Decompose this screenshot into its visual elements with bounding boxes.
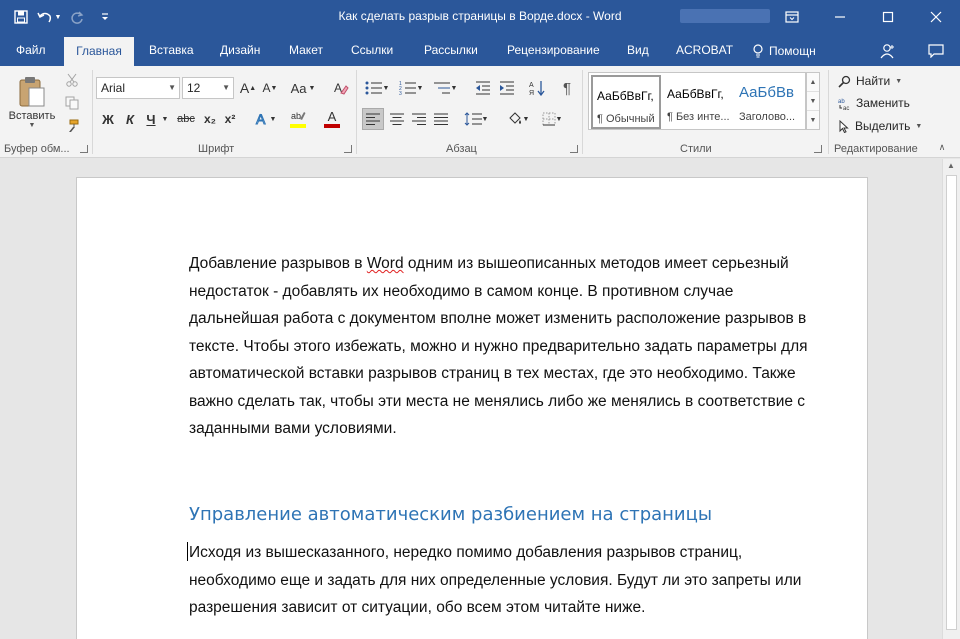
tell-me-label: Помощн [769, 44, 816, 58]
style-sample: АаБбВв [739, 84, 794, 101]
vertical-scrollbar[interactable] [942, 159, 960, 639]
minimize-button[interactable] [816, 0, 864, 34]
align-right-icon [412, 113, 426, 125]
svg-text:ab: ab [838, 98, 845, 105]
find-label: Найти [856, 74, 891, 88]
clipboard-group-label: Буфер обм... [4, 143, 70, 155]
font-color-button[interactable] [316, 108, 348, 130]
gallery-scroll-down-button[interactable]: ▼ [807, 92, 819, 111]
comments-button[interactable] [928, 40, 944, 62]
ribbon-display-icon [785, 11, 799, 23]
svg-text:Я: Я [529, 90, 535, 96]
style-name: Заголово... [739, 111, 796, 123]
style-sample: АаБбВвГг, [667, 87, 724, 101]
justify-button[interactable] [430, 108, 452, 130]
tab-view[interactable]: Вид [627, 43, 649, 57]
tab-insert[interactable]: Вставка [149, 43, 194, 57]
undo-dropdown-icon[interactable]: ▼ [54, 13, 62, 21]
tab-layout[interactable]: Макет [289, 43, 323, 57]
font-name-dropdown-icon[interactable]: ▼ [168, 83, 176, 92]
find-dropdown-icon[interactable]: ▼ [895, 77, 903, 85]
font-group-label: Шрифт [198, 143, 235, 155]
share-button[interactable] [880, 40, 896, 62]
svg-text:ab: ab [291, 111, 302, 121]
maximize-button[interactable] [864, 0, 912, 34]
font-dialog-launcher[interactable] [344, 145, 352, 153]
replace-icon [838, 97, 851, 110]
decrease-indent-icon [475, 81, 491, 95]
window-controls [768, 0, 960, 34]
style-normal[interactable] [591, 75, 661, 129]
scroll-up-arrow-icon[interactable]: ▲ [947, 161, 955, 170]
text-cursor [187, 542, 188, 561]
justify-icon [434, 113, 448, 125]
find-button[interactable] [838, 71, 902, 91]
svg-text:A: A [529, 82, 534, 89]
text-effects-button[interactable]: A ▼ [255, 111, 277, 127]
paste-dropdown-icon[interactable]: ▼ [28, 121, 36, 129]
styles-gallery-scroll [806, 72, 820, 130]
scrollbar-thumb[interactable] [946, 175, 957, 630]
tab-file[interactable]: Файл [16, 43, 46, 57]
clear-formatting-button[interactable] [330, 77, 352, 99]
tab-references[interactable]: Ссылки [351, 43, 394, 57]
borders-button[interactable]: ▼ [536, 108, 568, 130]
paste-button[interactable] [8, 72, 56, 132]
show-formatting-marks-button[interactable] [556, 77, 578, 99]
grow-font-button[interactable]: A ▲ [239, 80, 257, 96]
scissors-icon [65, 73, 79, 87]
bullets-icon [365, 80, 383, 96]
format-painter-icon [65, 119, 79, 133]
multilevel-list-button[interactable]: ▼ [430, 77, 460, 99]
clipboard-dialog-launcher[interactable] [80, 145, 88, 153]
text-run: Добавление разрывов в [189, 255, 367, 272]
grow-font-icon: A [239, 80, 250, 96]
borders-icon [542, 112, 556, 126]
svg-text:2: 2 [398, 86, 402, 92]
styles-gallery [588, 72, 806, 130]
paste-label: Вставить [8, 109, 56, 122]
font-size-combo[interactable] [182, 77, 234, 99]
group-separator [582, 70, 583, 154]
svg-text:3: 3 [398, 91, 402, 96]
font-size-dropdown-icon[interactable]: ▼ [222, 83, 230, 92]
ribbon-tabs [0, 34, 960, 66]
editing-group-label: Редактирование [834, 143, 918, 155]
underline-button[interactable]: Ч [146, 111, 156, 127]
document-page[interactable] [76, 177, 868, 639]
clear-formatting-icon [333, 80, 349, 96]
font-color-swatch [324, 124, 340, 128]
svg-text:1: 1 [398, 81, 402, 87]
tab-acrobat[interactable]: ACROBAT [676, 43, 734, 57]
group-separator [356, 70, 357, 154]
paragraph-group-label: Абзац [446, 143, 477, 155]
replace-button[interactable] [838, 93, 910, 113]
shrink-font-icon: A [262, 81, 271, 95]
tab-review[interactable]: Рецензирование [507, 43, 600, 57]
align-left-icon [366, 113, 380, 125]
text-run: одним из вышеописанных методов имеет серьезный недостаток - добавлять их необходимо в самом конце. В противном случае дальнейшая работа с документом вполне может изменить расположение разрывов в тексте. Чтобы этого избежать, можно и нужно предварительно задать параметры для автоматической вставки разрывов страниц в тех местах, где это необходимо. Также важно сделать так, чтобы эти места не менялись либо же менялись в соответствие с заданными вами условиями. [189, 255, 808, 437]
bold-button[interactable]: Ж [102, 111, 114, 127]
body-paragraph-1[interactable] [189, 250, 819, 443]
group-separator [828, 70, 829, 154]
shrink-font-button[interactable]: A ▼ [262, 81, 278, 95]
magnifier-icon [838, 75, 851, 88]
pilcrow-icon: ¶ [562, 79, 572, 97]
tab-design[interactable]: Дизайн [220, 43, 261, 57]
gallery-scroll-up-button[interactable]: ▲ [807, 73, 819, 92]
align-right-button[interactable] [408, 108, 430, 130]
change-case-button[interactable]: Aa ▼ [290, 80, 316, 96]
highlighter-icon [290, 110, 306, 124]
highlight-color-button[interactable] [282, 108, 314, 130]
font-name-value: Arial [101, 81, 126, 95]
styles-group-label: Стили [680, 143, 712, 155]
copy-icon [65, 96, 79, 110]
paint-bucket-icon [507, 112, 523, 126]
bullets-button[interactable]: ▼ [362, 77, 392, 99]
spelling-error-word[interactable]: Word [366, 255, 404, 272]
numbering-icon [399, 80, 417, 96]
heading-1[interactable]: Управление автоматическим разбиением на страницы [189, 504, 713, 525]
paragraph-dialog-launcher[interactable] [570, 145, 578, 153]
sort-button[interactable] [526, 77, 548, 99]
style-heading-1[interactable] [735, 75, 805, 129]
comment-icon [928, 44, 944, 58]
styles-dialog-launcher[interactable] [814, 145, 822, 153]
font-name-combo[interactable] [96, 77, 180, 99]
tab-mailings[interactable]: Рассылки [424, 43, 478, 57]
font-size-value: 12 [187, 81, 201, 95]
line-spacing-button[interactable]: ▼ [460, 108, 492, 130]
style-no-spacing[interactable] [663, 75, 733, 129]
style-sample: АаБбВвГг, [597, 89, 654, 103]
cursor-arrow-icon [838, 120, 850, 133]
close-button[interactable] [912, 0, 960, 34]
lightbulb-icon [752, 44, 764, 58]
cut-button[interactable] [62, 70, 82, 90]
multilevel-list-icon [433, 80, 451, 96]
maximize-icon [882, 11, 894, 23]
account-name-redacted [680, 9, 770, 23]
italic-button[interactable]: К [126, 111, 134, 127]
replace-label: Заменить [856, 96, 910, 110]
gallery-more-button[interactable]: ▼ [809, 117, 817, 124]
copy-button[interactable] [62, 93, 82, 113]
increase-indent-button[interactable] [496, 77, 518, 99]
clipboard-paste-icon [17, 76, 47, 108]
align-left-button[interactable] [362, 108, 384, 130]
select-dropdown-icon[interactable]: ▼ [915, 122, 923, 130]
minimize-icon [834, 11, 846, 23]
ribbon-display-options-button[interactable] [768, 0, 816, 34]
superscript-button[interactable]: x² [224, 112, 236, 126]
align-center-button[interactable] [386, 108, 408, 130]
numbering-button[interactable]: 1 2 3 ▼ [398, 81, 424, 96]
subscript-button[interactable]: x₂ [203, 112, 216, 126]
svg-text:ac: ac [843, 105, 850, 110]
style-name: ¶ Без инте... [667, 111, 730, 123]
body-paragraph-2[interactable]: Исходя из вышесказанного, нередко помимо добавления разрывов страниц, необходимо еще и задать для них определенные условия. Будут ли это запреты или разрешения зависит от ситуации, обо всем этом читайте ниже. [189, 544, 802, 616]
select-label: Выделить [855, 119, 911, 133]
underline-dropdown-icon[interactable]: ▼ [161, 115, 169, 123]
title-bar [0, 0, 960, 34]
format-painter-button[interactable] [62, 116, 82, 136]
tab-home[interactable]: Главная [64, 37, 134, 66]
shading-button[interactable]: ▼ [502, 108, 534, 130]
strikethrough-button[interactable]: abc [177, 113, 195, 125]
align-center-icon [390, 113, 404, 125]
svg-text:A: A [334, 81, 343, 95]
select-button[interactable] [838, 116, 922, 136]
svg-text:A: A [255, 111, 265, 127]
close-icon [930, 11, 942, 23]
highlight-color-swatch [290, 124, 306, 128]
collapse-ribbon-button[interactable] [934, 140, 950, 154]
increase-indent-icon [499, 81, 515, 95]
sort-icon [529, 80, 545, 96]
decrease-indent-button[interactable] [472, 77, 494, 99]
style-name: ¶ Обычный [597, 113, 655, 125]
text-effects-icon [254, 111, 270, 127]
font-color-icon: A [327, 109, 337, 124]
document-area [0, 159, 942, 639]
line-spacing-icon [464, 112, 482, 126]
chevron-up-icon: ∧ [938, 141, 946, 152]
group-separator [92, 70, 93, 154]
window-title: Как сделать разрыв страницы в Ворде.docx - Word [338, 9, 622, 23]
tell-me-box[interactable] [752, 40, 816, 62]
share-person-icon [880, 43, 896, 59]
change-case-icon: Aa [290, 80, 307, 96]
